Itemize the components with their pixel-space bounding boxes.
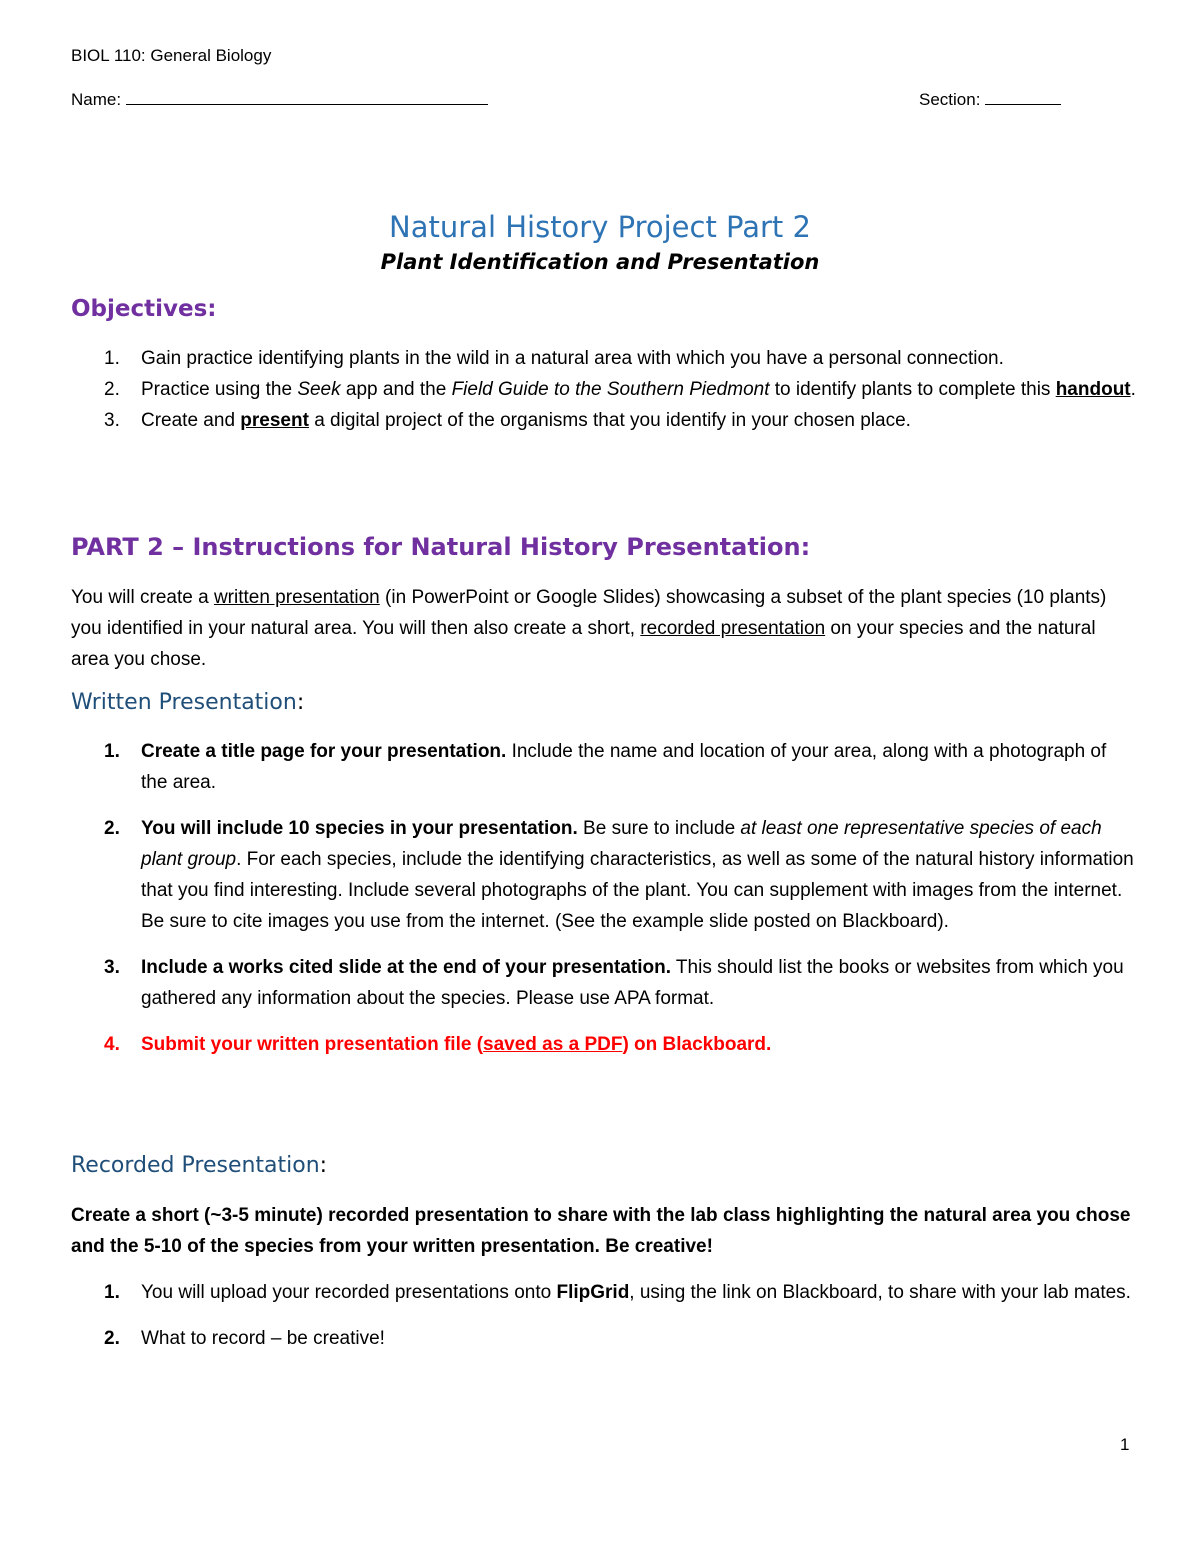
intro-text: (in PowerPoint or Google Slides) showcasing a subset of the plant species (10 plants) you identified in your natural area. You will then also create a short, [71, 587, 1107, 639]
heading-text: Written Presentation [71, 690, 297, 715]
section-label: Section: [919, 90, 981, 109]
field-guide-title: Field Guide to the Southern Piedmont [451, 379, 770, 400]
list-number: 4. [104, 1034, 120, 1055]
recorded-presentation-list [71, 1277, 1136, 1369]
list-number: 3. [104, 410, 120, 431]
instruction-text: What to record – be creative! [141, 1328, 385, 1349]
heading-colon: : [296, 690, 305, 715]
objectives-list [71, 343, 1136, 436]
name-blank-line[interactable] [126, 90, 488, 105]
recorded-presentation-underlined: recorded presentation [640, 618, 826, 639]
intro-text: You will create a [71, 587, 214, 608]
objective-text: a digital project of the organisms that you identify in your chosen place. [308, 410, 911, 431]
instruction-item [71, 1277, 1136, 1308]
part2-intro [71, 582, 1136, 675]
instruction-text: Be sure to include [577, 818, 741, 839]
instruction-lead: Include a works cited slide at the end of your presentation. [141, 957, 671, 978]
recorded-presentation-heading [71, 1153, 327, 1178]
name-field [71, 90, 488, 110]
document-title: Natural History Project Part 2 [389, 210, 811, 244]
instruction-text: , using the link on Blackboard, to share with your lab mates. [629, 1282, 1131, 1303]
instruction-text: Include the name and location of your area, along with a photograph of the area. [141, 741, 1107, 793]
document-subtitle: Plant Identification and Presentation [380, 250, 820, 274]
written-presentation-underlined: written presentation [213, 587, 380, 608]
instruction-text: This should list the books or websites from which you gathered any information about the species. Please use APA format. [141, 957, 1124, 1009]
list-number: 2. [104, 1328, 120, 1349]
instruction-item-submit [71, 1029, 1136, 1060]
submit-text: ) on Blackboard. [622, 1034, 772, 1055]
course-header: BIOL 110: General Biology [71, 46, 272, 65]
list-number: 2. [104, 818, 120, 839]
written-presentation-heading [71, 690, 304, 715]
objective-text: Practice using the [141, 379, 298, 400]
flipgrid-name: FlipGrid [556, 1282, 630, 1303]
list-number: 2. [104, 379, 120, 400]
instruction-item [71, 813, 1136, 937]
objective-text: Create and [141, 410, 241, 431]
objective-text: . [1130, 379, 1136, 400]
heading-colon: : [319, 1153, 328, 1178]
instruction-text: You will upload your recorded presentations onto [141, 1282, 557, 1303]
written-presentation-list [71, 736, 1136, 1075]
section-field [919, 90, 1061, 110]
heading-text: Recorded Presentation [71, 1153, 320, 1178]
objective-item [71, 343, 1136, 374]
page-number: 1 [1120, 1435, 1130, 1454]
instruction-item [71, 736, 1136, 798]
instruction-lead: You will include 10 species in your presentation. [141, 818, 578, 839]
objective-item [71, 405, 1136, 436]
seek-app-name: Seek [297, 379, 341, 400]
instruction-text: . For each species, include the identifying characteristics, as well as some of the natural history information that you find interesting. Include several photographs of the plant. You can supplement with images from the internet. Be sure to cite images you use from the internet. (See the example slide posted on Blackboard). [141, 849, 1134, 932]
part2-heading: PART 2 – Instructions for Natural History Presentation: [71, 533, 811, 561]
present-emphasis: present [240, 410, 309, 431]
instruction-item [71, 1323, 1136, 1354]
instruction-item [71, 952, 1136, 1014]
list-number: 1. [104, 348, 120, 369]
objective-text: Gain practice identifying plants in the wild in a natural area with which you have a personal connection. [141, 348, 1004, 369]
instruction-italic: at least one representative species of each plant group [141, 818, 1102, 870]
objective-item [71, 374, 1136, 405]
recorded-intro: Create a short (~3-5 minute) recorded presentation to share with the lab class highlighting the natural area you chose and the 5-10 of the species from your written presentation. Be creative! [71, 1205, 1131, 1257]
handout-emphasis: handout [1055, 379, 1131, 400]
section-blank-line[interactable] [985, 90, 1061, 105]
saved-as-pdf-underlined: saved as a PDF [483, 1034, 623, 1055]
list-number: 1. [104, 741, 120, 762]
list-number: 1. [104, 1282, 120, 1303]
objective-text: app and the [340, 379, 452, 400]
list-number: 3. [104, 957, 120, 978]
name-label: Name: [71, 90, 122, 109]
objective-text: to identify plants to complete this [769, 379, 1056, 400]
intro-text: on your species and the natural area you chose. [71, 618, 1096, 670]
instruction-lead: Create a title page for your presentation. [141, 741, 507, 762]
submit-text: Submit your written presentation file ( [141, 1034, 484, 1055]
objectives-heading: Objectives: [71, 296, 217, 322]
